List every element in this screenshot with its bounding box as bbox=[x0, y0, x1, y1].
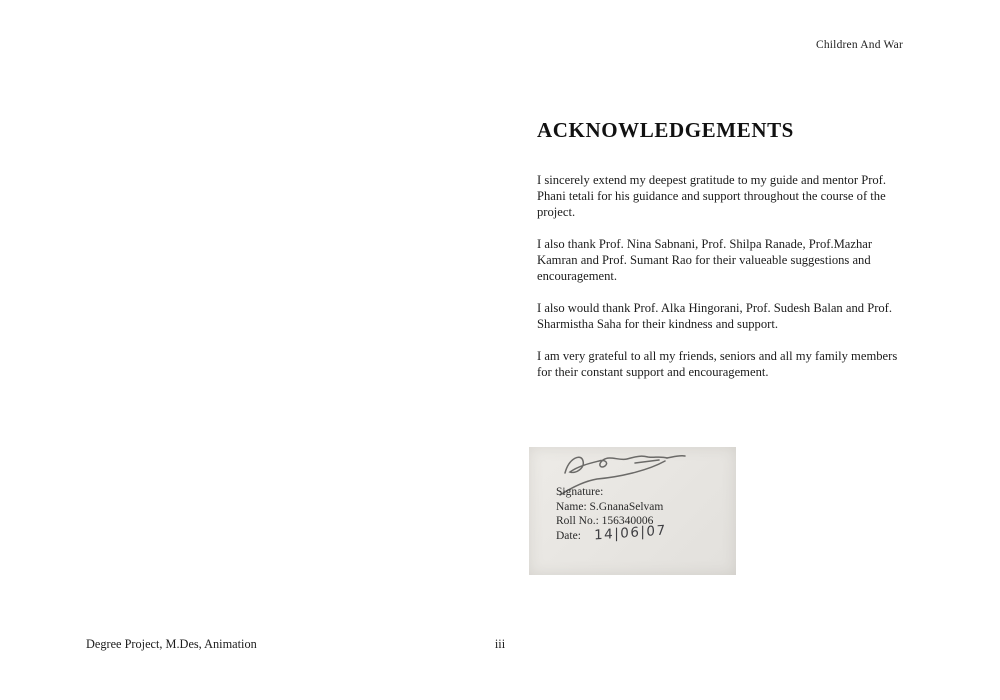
handwritten-date: 14|06|07 bbox=[593, 521, 667, 544]
signature-block bbox=[529, 447, 736, 575]
signature-roll-no: Roll No.: 156340006 bbox=[556, 515, 654, 527]
page-number: iii bbox=[494, 637, 506, 651]
paragraph: I sincerely extend my deepest gratitude to my guide and mentor Prof. Phani tetali for his guidance and support throughout the course of the project. bbox=[537, 173, 887, 219]
acknowledgements-body bbox=[537, 172, 915, 396]
page-title: ACKNOWLEDGEMENTS bbox=[537, 118, 794, 142]
paragraph: I am very grateful to all my friends, seniors and all my family members for their constant support and encouragement. bbox=[537, 349, 898, 379]
footer-project-info: Degree Project, M.Des, Animation bbox=[86, 637, 257, 651]
signature-label: Signature: bbox=[556, 486, 604, 498]
paragraph: I also thank Prof. Nina Sabnani, Prof. Shilpa Ranade, Prof.Mazhar Kamran and Prof. Sumant Rao for their valueable suggestions and encouragement. bbox=[537, 237, 873, 283]
signature-name: Name: S.GnanaSelvam bbox=[556, 500, 664, 513]
signature-details bbox=[556, 485, 667, 543]
signature-date-label: Date: bbox=[556, 529, 581, 542]
paragraph: I also would thank Prof. Alka Hingorani, Prof. Sudesh Balan and Prof. Sharmistha Saha for their kindness and support. bbox=[537, 301, 893, 331]
running-header: Children And War bbox=[815, 39, 903, 51]
